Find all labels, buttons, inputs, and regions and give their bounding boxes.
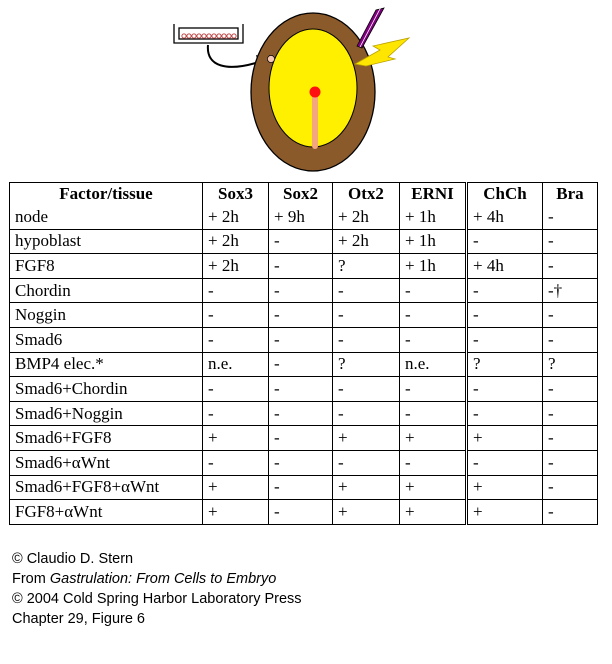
cell-sox2: -: [269, 377, 333, 402]
table-header-row: [10, 183, 598, 206]
cell-sox2: -: [269, 229, 333, 254]
cell-sox3: -: [203, 401, 269, 426]
row-factor: Smad6: [10, 327, 203, 352]
cell-bra: -: [543, 401, 598, 426]
cell-erni: -: [400, 327, 467, 352]
cell-sox2: -: [269, 401, 333, 426]
cell-bra: -: [543, 377, 598, 402]
cell-chch: -: [467, 327, 543, 352]
cell-bra: -: [543, 229, 598, 254]
source-prefix: From: [12, 571, 50, 587]
table-row: [10, 475, 598, 500]
table-row: [10, 352, 598, 377]
cell-otx2: +: [333, 500, 400, 525]
cell-otx2: -: [333, 303, 400, 328]
row-factor: Noggin: [10, 303, 203, 328]
cell-chch: + 4h: [467, 205, 543, 229]
cell-chch: -: [467, 377, 543, 402]
cell-otx2: + 2h: [333, 205, 400, 229]
column-header-chch: ChCh: [467, 183, 543, 206]
row-factor: FGF8: [10, 254, 203, 279]
column-header-erni: ERNI: [400, 183, 467, 206]
cell-sox2: + 9h: [269, 205, 333, 229]
table-row: [10, 426, 598, 451]
cell-otx2: +: [333, 475, 400, 500]
row-factor: hypoblast: [10, 229, 203, 254]
cell-chch: -: [467, 278, 543, 303]
cell-erni: + 1h: [400, 205, 467, 229]
book-title: Gastrulation: From Cells to Embryo: [49, 571, 277, 587]
table-row: [10, 278, 598, 303]
row-factor: Chordin: [10, 278, 203, 303]
cell-erni: +: [400, 500, 467, 525]
cell-bra: -: [543, 205, 598, 229]
cell-sox2: -: [269, 450, 333, 475]
row-factor: Smad6+Noggin: [10, 401, 203, 426]
graft-bead: [267, 55, 274, 62]
cell-otx2: -: [333, 327, 400, 352]
cell-erni: n.e.: [400, 352, 467, 377]
cell-bra: ?: [543, 352, 598, 377]
source-line: [12, 569, 302, 589]
cell-sox3: + 2h: [203, 205, 269, 229]
cell-erni: -: [400, 278, 467, 303]
cell-sox3: -: [203, 450, 269, 475]
cell-sox3: n.e.: [203, 352, 269, 377]
table-row: [10, 377, 598, 402]
cell-sox3: -: [203, 377, 269, 402]
column-header-bra: Bra: [543, 183, 598, 206]
cell-erni: -: [400, 450, 467, 475]
cell-chch: ?: [467, 352, 543, 377]
row-factor: Smad6+αWnt: [10, 450, 203, 475]
row-factor: Smad6+FGF8+αWnt: [10, 475, 203, 500]
copyright-author: © Claudio D. Stern: [12, 551, 134, 567]
cell-otx2: -: [333, 401, 400, 426]
table-row: [10, 327, 598, 352]
cell-sox2: -: [269, 278, 333, 303]
cell-otx2: ?: [333, 254, 400, 279]
embryo-diagram: [0, 0, 612, 175]
cell-bra: -: [543, 500, 598, 525]
column-header-sox3: Sox3: [203, 183, 269, 206]
row-factor: node: [10, 205, 203, 229]
cell-sox3: -: [203, 303, 269, 328]
hensens-node: [310, 87, 321, 98]
injection-needle-icon: [357, 7, 384, 48]
table-row: [10, 254, 598, 279]
table-row: [10, 500, 598, 525]
cell-chch: +: [467, 426, 543, 451]
cell-erni: + 1h: [400, 229, 467, 254]
cell-erni: -: [400, 401, 467, 426]
column-header-sox2: Sox2: [269, 183, 333, 206]
table-row: [10, 303, 598, 328]
cell-sox2: -: [269, 352, 333, 377]
cell-bra: -: [543, 450, 598, 475]
cell-chch: + 4h: [467, 254, 543, 279]
figure-reference: Chapter 29, Figure 6: [12, 611, 145, 627]
cell-sox3: -: [203, 278, 269, 303]
row-factor: Smad6+FGF8: [10, 426, 203, 451]
cell-sox2: -: [269, 475, 333, 500]
cell-bra: -: [543, 475, 598, 500]
cell-chch: -: [467, 450, 543, 475]
cell-sox2: -: [269, 426, 333, 451]
cell-otx2: ?: [333, 352, 400, 377]
cell-otx2: +: [333, 426, 400, 451]
cell-erni: -: [400, 377, 467, 402]
table-row: [10, 450, 598, 475]
cell-sox3: +: [203, 426, 269, 451]
cell-sox3: + 2h: [203, 254, 269, 279]
cell-sox2: -: [269, 327, 333, 352]
row-factor: Smad6+Chordin: [10, 377, 203, 402]
cell-otx2: -: [333, 377, 400, 402]
column-header-otx2: Otx2: [333, 183, 400, 206]
cell-bra: -: [543, 327, 598, 352]
row-factor: BMP4 elec.*: [10, 352, 203, 377]
cell-chch: -: [467, 401, 543, 426]
cell-bra: -: [543, 254, 598, 279]
cell-sox2: -: [269, 303, 333, 328]
cell-erni: + 1h: [400, 254, 467, 279]
cell-otx2: -: [333, 278, 400, 303]
column-header-factor: Factor/tissue: [10, 183, 203, 206]
cell-otx2: -: [333, 450, 400, 475]
cell-erni: +: [400, 475, 467, 500]
row-factor: FGF8+αWnt: [10, 500, 203, 525]
bead-tray-icon: [174, 24, 243, 43]
cell-sox2: -: [269, 254, 333, 279]
cell-chch: -: [467, 303, 543, 328]
cell-otx2: + 2h: [333, 229, 400, 254]
cell-erni: -: [400, 303, 467, 328]
cell-sox2: -: [269, 500, 333, 525]
cell-chch: +: [467, 475, 543, 500]
cell-sox3: +: [203, 475, 269, 500]
cell-bra: -: [543, 426, 598, 451]
cell-chch: +: [467, 500, 543, 525]
cell-bra: -†: [543, 278, 598, 303]
expression-table: [9, 182, 598, 525]
figure-credits: [12, 549, 302, 629]
table-row: [10, 401, 598, 426]
cell-chch: -: [467, 229, 543, 254]
copyright-publisher: © 2004 Cold Spring Harbor Laboratory Press: [12, 591, 302, 607]
cell-sox3: + 2h: [203, 229, 269, 254]
table-row: [10, 229, 598, 254]
cell-sox3: -: [203, 327, 269, 352]
cell-erni: +: [400, 426, 467, 451]
cell-sox3: +: [203, 500, 269, 525]
table-row: [10, 205, 598, 229]
cell-bra: -: [543, 303, 598, 328]
